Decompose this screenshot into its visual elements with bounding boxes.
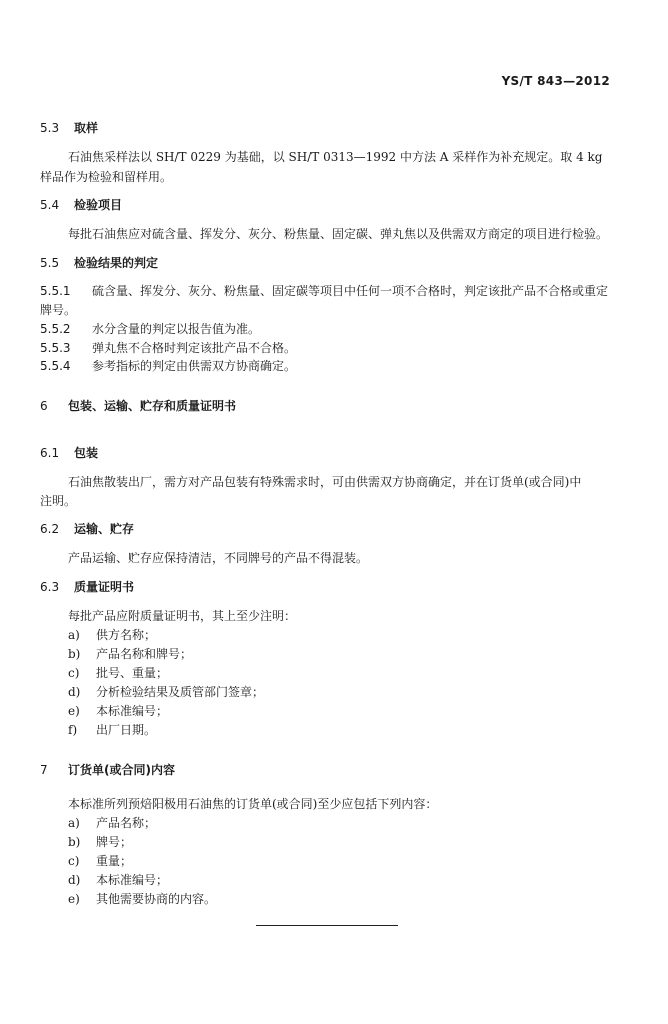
list-item [68,703,168,719]
list-marker: e) [68,892,80,906]
paragraph-continuation: 注明。 [40,494,77,508]
list-marker: a) [68,628,80,642]
subclause-5-5-3 [40,340,296,356]
section-5-3-heading [40,120,98,136]
section-number: 6.2 [40,522,60,536]
list-marker: f) [68,723,78,737]
list-marker: c) [68,854,80,868]
list-text: 分析检验结果及质管部门签章； [96,685,265,699]
list-marker: e) [68,704,80,718]
section-title: 包装 [74,446,99,460]
section-title: 检验结果的判定 [74,256,159,270]
standard-number-header: YS/T 843—2012 [501,74,610,88]
list-text: 本标准编号； [96,873,169,887]
subclause-text: 参考指标的判定由供需双方协商确定。 [92,359,297,373]
subclause-text: 水分含量的判定以报告值为准。 [92,322,261,336]
paragraph-continuation: 样品作为检验和留样用。 [40,170,173,184]
chapter-number: 6 [40,399,48,413]
subclause-text: 硫含量、挥发分、灰分、粉焦量、固定碳等项目中任何一项不合格时，判定该批产品不合格或重定 [92,284,609,298]
list-item [68,853,132,869]
list-item [68,646,192,662]
subclause-number: 5.5.4 [40,359,71,373]
section-6-3-heading [40,579,134,595]
list-text: 产品名称和牌号； [96,647,193,661]
section-number: 6.3 [40,580,60,594]
section-5-5-heading [40,255,158,271]
list-text: 重量； [96,854,133,868]
section-title: 检验项目 [74,198,123,212]
subclause-number: 5.5.3 [40,341,71,355]
list-text: 出厂日期。 [96,723,157,737]
section-number: 5.4 [40,198,60,212]
subclause-5-5-4 [40,358,296,374]
list-text: 其他需要协商的内容。 [96,892,217,906]
subclause-5-5-2 [40,321,260,337]
chapter-number: 7 [40,763,48,777]
end-of-document-rule [256,925,398,926]
section-number: 5.3 [40,121,60,135]
section-title: 运输、贮存 [74,522,135,536]
paragraph: 产品运输、贮存应保持清洁，不同牌号的产品不得混装。 [68,551,369,565]
section-5-4-heading [40,197,122,213]
section-title: 质量证明书 [74,580,135,594]
list-marker: c) [68,666,80,680]
list-text: 批号、重量； [96,666,169,680]
subclause-text: 弹丸焦不合格时判定该批产品不合格。 [92,341,297,355]
subclause-number: 5.5.2 [40,322,71,336]
paragraph: 本标准所列预焙阳极用石油焦的订货单(或合同)至少应包括下列内容： [68,797,438,811]
section-number: 5.5 [40,256,60,270]
chapter-7-heading [40,762,175,778]
paragraph: 石油焦散装出厂，需方对产品包装有特殊需求时，可由供需双方协商确定，并在订货单(或合同)中 [68,475,582,489]
list-item [68,815,156,831]
section-6-2-heading [40,521,134,537]
chapter-title: 包装、运输、贮存和质量证明书 [68,399,237,413]
list-marker: b) [68,835,81,849]
section-6-1-heading [40,445,98,461]
list-marker: d) [68,873,81,887]
chapter-title: 订货单(或合同)内容 [68,763,175,777]
section-number: 6.1 [40,446,60,460]
list-item [68,684,264,700]
list-item [68,627,156,643]
list-marker: b) [68,647,81,661]
list-text: 产品名称； [96,816,157,830]
list-marker: d) [68,685,81,699]
subclause-continuation: 牌号。 [40,303,77,317]
paragraph: 石油焦采样法以 SH/T 0229 为基础，以 SH/T 0313—1992 中方法 A 采样作为补充规定。取 4 kg [68,150,603,164]
list-item [68,891,216,907]
list-item [68,872,168,888]
chapter-6-heading [40,398,236,414]
subclause-5-5-1 [40,283,608,299]
section-title: 取样 [74,121,99,135]
paragraph: 每批产品应附质量证明书，其上至少注明： [68,609,297,623]
list-text: 本标准编号； [96,704,169,718]
list-item [68,722,156,738]
list-marker: a) [68,816,80,830]
list-item [68,665,168,681]
list-item [68,834,132,850]
paragraph: 每批石油焦应对硫含量、挥发分、灰分、粉焦量、固定碳、弹丸焦以及供需双方商定的项目进行检验。 [68,227,609,241]
list-text: 供方名称； [96,628,157,642]
list-text: 牌号； [96,835,133,849]
subclause-number: 5.5.1 [40,284,71,298]
